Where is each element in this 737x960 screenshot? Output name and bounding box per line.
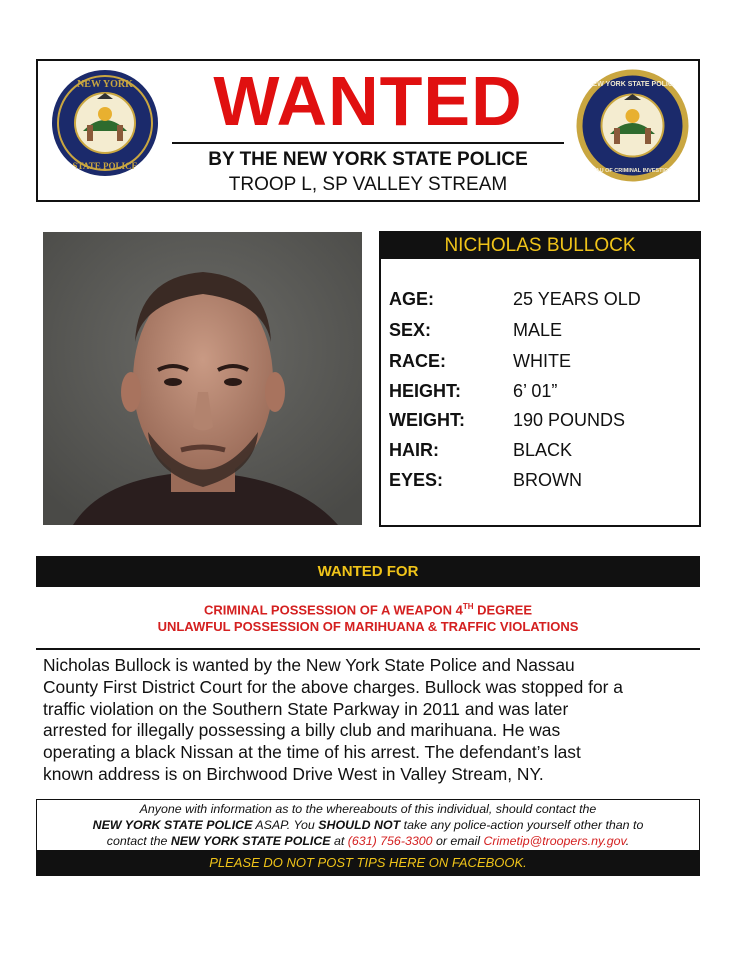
description-line: Nicholas Bullock is wanted by the New York State Police and Nassau: [43, 655, 575, 675]
detail-value: 25 YEARS OLD: [513, 289, 641, 309]
svg-text:NEW YORK: NEW YORK: [77, 79, 133, 90]
description-line: operating a black Nissan at the time of his arrest. The defendant’s last: [43, 742, 581, 763]
bci-seal-right-icon: [575, 68, 690, 183]
detail-value: 6’ 01”: [513, 381, 558, 401]
detail-value: WHITE: [513, 351, 571, 371]
detail-label: HEIGHT:: [389, 381, 461, 401]
contact-notice: [36, 799, 700, 850]
svg-text:BUREAU OF CRIMINAL INVESTIGATI: BUREAU OF CRIMINAL INVESTIGATION: [580, 168, 685, 174]
case-description: [43, 655, 703, 786]
svg-text:NEW YORK STATE POLICE: NEW YORK STATE POLICE: [587, 81, 678, 88]
agency-name: NEW YORK STATE POLICE: [92, 818, 253, 832]
charge-ordinal: TH: [462, 602, 474, 611]
detail-value: BROWN: [513, 470, 582, 490]
charge-marihuana: UNLAWFUL POSSESSION OF MARIHUANA & TRAFFIC VIOLATIONS: [157, 619, 579, 634]
email-address[interactable]: Crimetip@troopers.ny.gov: [483, 834, 626, 848]
agency-name: NEW YORK STATE POLICE: [170, 834, 331, 848]
nysp-seal-left-icon: [51, 69, 159, 177]
charge-text: CRIMINAL POSSESSION OF A WEAPON 4: [203, 602, 463, 618]
subject-details: [379, 259, 701, 527]
contact-line-2: [37, 817, 699, 833]
mugshot-photo: [43, 232, 362, 525]
detail-value: MALE: [513, 320, 563, 340]
warning-text: SHOULD NOT: [318, 818, 401, 832]
wanted-title: WANTED: [213, 62, 523, 140]
detail-label: SEX:: [389, 320, 432, 340]
detail-label: WEIGHT:: [389, 410, 465, 430]
contact-text: .: [625, 834, 630, 848]
detail-label: AGE:: [389, 289, 434, 309]
detail-label: EYES:: [389, 470, 444, 490]
contact-text: at: [330, 834, 348, 848]
contact-text: ASAP. You: [252, 818, 319, 832]
divider: [36, 648, 700, 650]
wanted-for-heading: WANTED FOR: [36, 556, 700, 587]
detail-value: 190 POUNDS: [513, 410, 626, 430]
contact-text: or email: [432, 834, 484, 848]
contact-text: contact the: [106, 834, 171, 848]
contact-line-1: Anyone with information as to the whereabouts of this individual, should contact the: [139, 802, 597, 816]
contact-line-3: [37, 833, 699, 849]
description-line: arrested for illegally possessing a billy club and marihuana. He was: [43, 720, 561, 741]
description-line: County First District Court for the above charges. Bullock was stopped for a: [43, 676, 623, 697]
facebook-notice: PLEASE DO NOT POST TIPS HERE ON FACEBOOK.: [36, 850, 700, 876]
byline: BY THE NEW YORK STATE POLICE: [172, 142, 564, 171]
svg-text:STATE POLICE: STATE POLICE: [72, 161, 138, 171]
charge-text: DEGREE: [473, 602, 532, 618]
charge-weapon: [36, 602, 700, 617]
description-line: known address is on Birchwood Drive West in Valley Stream, NY.: [43, 763, 544, 784]
troop-location: TROOP L, SP VALLEY STREAM: [228, 174, 508, 195]
subject-name: NICHOLAS BULLOCK: [379, 231, 701, 259]
phone-number[interactable]: (631) 756-3300: [347, 834, 433, 848]
description-line: traffic violation on the Southern State Parkway in 2011 and was later: [43, 698, 569, 719]
detail-label: HAIR:: [389, 440, 439, 460]
detail-value: BLACK: [513, 440, 573, 460]
contact-text: take any police-action yourself other than to: [400, 818, 644, 832]
detail-label: RACE:: [389, 351, 446, 371]
